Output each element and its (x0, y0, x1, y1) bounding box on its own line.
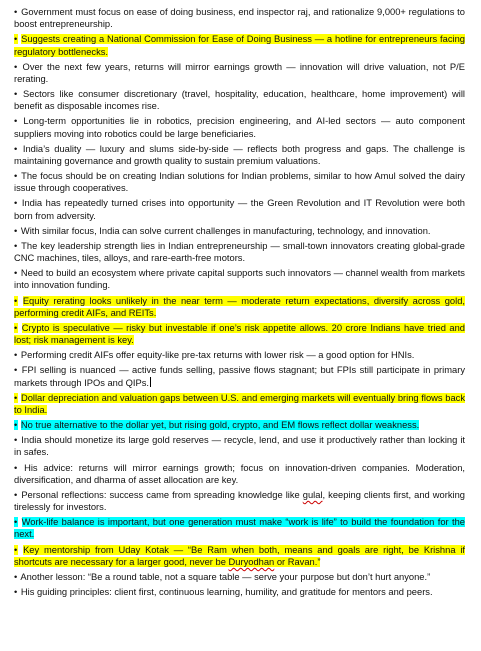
bullet-item (14, 489, 465, 513)
bullet-text[interactable]: Personal reflections: success came from spreading knowledge like gulal, keeping clients first, and working tirelessly for investors. (14, 489, 465, 513)
bullet-item (14, 586, 465, 598)
bullet-item (14, 197, 465, 221)
bullet-item (14, 170, 465, 194)
bullet-item (14, 115, 465, 139)
bullet-text[interactable]: Crypto is speculative — risky but investable if one’s risk appetite allows. 20 crore Indians have tried and lost; risk management is key. (14, 322, 465, 346)
bullet-text[interactable]: Dollar depreciation and valuation gaps between U.S. and emerging markets will eventually bring flows back to India. (14, 392, 465, 415)
bullet-item (14, 544, 465, 568)
spellcheck-underline[interactable]: gulal (302, 489, 323, 500)
bullet-item (14, 61, 465, 85)
bullet-point-icon: • (14, 143, 18, 154)
bullet-text[interactable]: India has repeatedly turned crises into opportunity — the Green Revolution and IT Revolution were both born from adversity. (14, 198, 465, 221)
bullet-item (14, 462, 465, 486)
bullet-point-icon: • (14, 322, 18, 333)
bullet-item (14, 322, 465, 346)
bullet-text[interactable]: Equity rerating looks unlikely in the near term — moderate return expectations, diversify across gold, performing credit AIFs, and REITs. (14, 295, 465, 318)
bullet-point-icon: • (14, 225, 18, 236)
bullet-item (14, 225, 465, 237)
bullet-text[interactable]: Key mentorship from Uday Kotak — “Be Ram when both, means and goals are right, be Krishna if shortcuts are necessary for a larger good, never be Duryodhan or Ravan.” (14, 544, 465, 567)
bullet-point-icon: • (14, 517, 18, 528)
bullet-point-icon: • (14, 61, 18, 72)
bullet-point-icon: • (14, 295, 18, 306)
bullet-item (14, 364, 465, 388)
bullet-point-icon: • (14, 7, 18, 17)
bullet-text[interactable]: FPI selling is nuanced — active funds selling, passive flows stagnant; but FPIs still participate in primary markets through IPOs and QIPs. (14, 365, 465, 388)
bullet-item (14, 6, 465, 30)
bullet-item (14, 392, 465, 416)
bullet-text[interactable]: Over the next few years, returns will mirror earnings growth — innovation will drive valuation, not P/E rerating. (14, 61, 465, 84)
bullet-text[interactable]: Work-life balance is important, but one generation must make “work is life” to build the foundation for the next. (14, 517, 465, 540)
bullet-item (14, 240, 465, 264)
bullet-text[interactable]: Government must focus on ease of doing business, end inspector raj, and rationalize 9,000+ regulations to boost entrepreneurship. (14, 7, 465, 30)
bullet-point-icon: • (14, 435, 18, 446)
bullet-item (14, 267, 465, 291)
bullet-point-icon: • (14, 240, 18, 251)
bullet-text[interactable]: India should monetize its large gold reserves — recycle, lend, and use it productively rather than locking it in safes. (14, 435, 465, 458)
bullet-item (14, 33, 465, 57)
bullet-text[interactable]: His guiding principles: client first, continuous learning, humility, and gratitude for mentors and peers. (20, 587, 433, 598)
bullet-item (14, 88, 465, 112)
bullet-point-icon: • (14, 171, 18, 182)
bullet-point-icon: • (14, 392, 18, 403)
bullet-text[interactable]: With similar focus, India can solve current challenges in manufacturing, technology, and innovation. (20, 225, 431, 236)
document-page (14, 6, 465, 601)
bullet-point-icon: • (14, 587, 18, 598)
bullet-item (14, 571, 465, 583)
bullet-point-icon: • (14, 489, 18, 500)
bullet-text[interactable]: Performing credit AIFs offer equity-like pre-tax returns with lower risk — a good option for HNIs. (20, 350, 415, 361)
bullet-text[interactable]: Suggests creating a National Commission for Ease of Doing Business — a hotline for entrepreneurs facing regulatory bottlenecks. (14, 34, 465, 57)
bullet-text[interactable]: His advice: returns will mirror earnings growth; focus on innovation-driven companies. Moderation, diversification, and dharma of asset allocation are key. (14, 462, 465, 485)
bullet-text[interactable]: Sectors like consumer discretionary (travel, hospitality, education, healthcare, home improvement) will benefit as disposable incomes rise. (14, 89, 465, 112)
bullet-item (14, 516, 465, 540)
bullet-text[interactable]: Another lesson: “Be a round table, not a square table — serve your purpose but don’t hurt anyone.” (20, 571, 431, 582)
bullet-item (14, 419, 465, 431)
bullet-item (14, 295, 465, 319)
bullet-item (14, 349, 465, 361)
bullet-list (14, 6, 465, 598)
bullet-text[interactable]: The focus should be on creating Indian solutions for Indian problems, similar to how Amul solved the dairy issue through cooperatives. (14, 171, 465, 194)
bullet-point-icon: • (14, 571, 18, 582)
text-cursor (150, 377, 151, 387)
bullet-point-icon: • (14, 420, 18, 431)
bullet-point-icon: • (14, 116, 18, 127)
bullet-item (14, 143, 465, 167)
bullet-point-icon: • (14, 544, 18, 555)
bullet-point-icon: • (14, 462, 18, 473)
bullet-item (14, 434, 465, 458)
spellcheck-underline[interactable]: Duryodhan (228, 556, 275, 567)
bullet-text[interactable]: Long-term opportunities lie in robotics, precision engineering, and AI-led sectors — auto component suppliers moving into robotics could be large beneficiaries. (14, 116, 465, 139)
bullet-text[interactable]: India’s duality — luxury and slums side-by-side — reflects both progress and gaps. The challenge is maintaining governance and growth quality to sustain premium valuations. (14, 143, 465, 166)
bullet-point-icon: • (14, 198, 18, 209)
bullet-point-icon: • (14, 89, 18, 100)
bullet-text[interactable]: The key leadership strength lies in Indian entrepreneurship — small-town innovators creating global-grade CNC machines, tiles, alloys, and rare-earth-free motors. (14, 240, 465, 264)
bullet-point-icon: • (14, 365, 18, 376)
bullet-point-icon: • (14, 34, 18, 45)
bullet-point-icon: • (14, 268, 18, 279)
bullet-point-icon: • (14, 350, 18, 361)
bullet-text[interactable]: Need to build an ecosystem where private capital supports such innovators — channel wealth from markets into innovation funding. (14, 268, 465, 291)
bullet-text[interactable]: No true alternative to the dollar yet, but rising gold, crypto, and EM flows reflect dollar weakness. (20, 420, 420, 431)
